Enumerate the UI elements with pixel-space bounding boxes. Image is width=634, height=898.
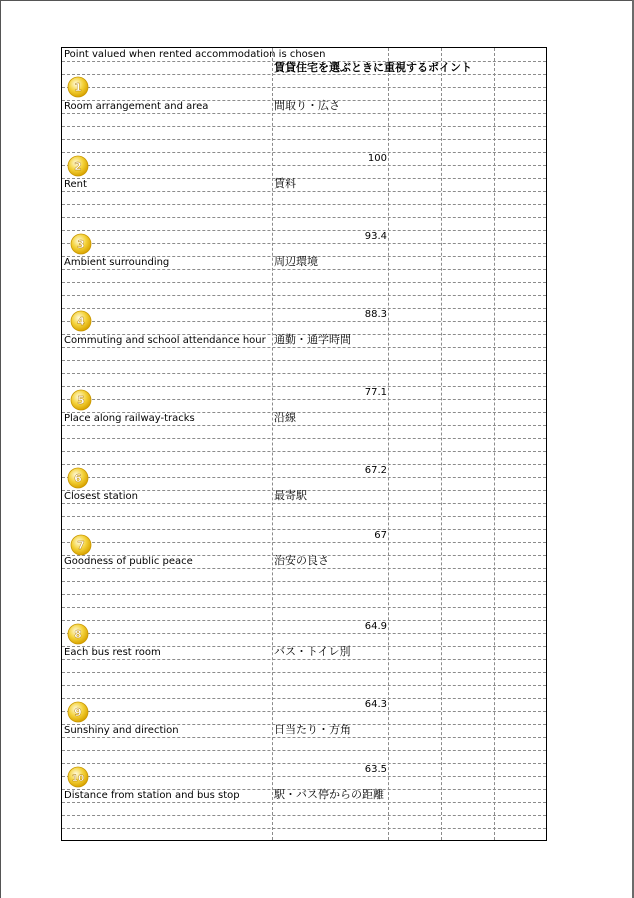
row-divider [62,243,546,244]
item-label-jp: 最寄駅 [274,489,307,502]
item-label-jp: 周辺環境 [274,255,318,268]
row-divider [62,178,546,179]
row-divider [62,503,546,504]
row-divider [62,568,546,569]
row-divider [62,282,546,283]
row-divider [62,737,546,738]
row-divider [62,581,546,582]
row-divider [62,516,546,517]
row-divider [62,191,546,192]
row-divider [62,139,546,140]
title-english: Point valued when rented accommodation is chosen [64,49,326,60]
title-japanese: 賃貸住宅を選ぶときに重視するポイント [274,61,472,74]
window-left-edge [0,0,1,898]
rank-badge-9 [67,701,89,723]
item-value: 67.2 [364,465,387,476]
rank-number: 5 [77,394,85,407]
row-divider [62,87,546,88]
item-label-jp: 駅・バス停からの距離 [274,788,384,801]
row-divider [62,542,546,543]
rank-badge-1 [67,76,89,98]
rank-badge-8 [67,623,89,645]
rank-number: 9 [74,706,82,719]
item-value: 67 [374,530,387,541]
row-divider [62,633,546,634]
item-value: 88.3 [364,309,387,320]
item-value: 64.3 [364,699,387,710]
row-divider [62,165,546,166]
item-label-jp: 通勤・通学時間 [274,333,351,346]
row-divider [62,321,546,322]
item-label-jp: 治安の良さ [274,554,329,567]
item-label-jp: 沿線 [274,411,296,424]
spreadsheet-print-page [61,47,547,841]
item-label-jp: 日当たり・方角 [274,723,351,736]
column-divider [441,48,442,840]
rank-number: 7 [77,539,85,552]
row-divider [62,113,546,114]
rank-circle-icon [70,389,92,411]
row-divider [62,360,546,361]
item-label-en: Sunshiny and direction [64,725,179,736]
rank-number: 3 [77,238,85,251]
row-divider [62,126,546,127]
row-divider [62,685,546,686]
item-value: 63.5 [364,764,387,775]
column-divider [272,48,273,840]
row-divider [62,672,546,673]
rank-badge-10 [67,766,89,788]
row-divider [62,295,546,296]
item-value: 64.9 [364,621,387,632]
rank-circle-icon [67,701,89,723]
row-divider [62,74,546,75]
row-divider [62,711,546,712]
rank-circle-icon [70,233,92,255]
rank-number: 4 [77,315,85,328]
rank-number: 8 [74,628,82,641]
row-divider [62,594,546,595]
row-divider [62,399,546,400]
row-divider [62,347,546,348]
row-divider [62,269,546,270]
row-divider [62,438,546,439]
column-divider [494,48,495,840]
rank-number: 6 [74,472,82,485]
item-label-jp: バス・トイレ別 [274,645,351,658]
row-divider [62,815,546,816]
window-top-edge [0,0,634,1]
item-label-en: Commuting and school attendance hour [64,335,266,346]
item-label-en: Distance from station and bus stop [64,790,240,801]
rank-badge-4 [70,310,92,332]
rank-circle-icon [67,76,89,98]
item-label-en: Ambient surrounding [64,257,170,268]
rank-number: 2 [74,160,82,173]
row-divider [62,659,546,660]
rank-badge-7 [70,534,92,556]
row-divider [62,477,546,478]
rank-circle-icon [67,623,89,645]
row-divider [62,425,546,426]
item-value: 93.4 [364,231,387,242]
item-label-jp: 賃料 [274,177,296,190]
row-divider [62,217,546,218]
item-label-en: Place along railway-tracks [64,413,195,424]
row-divider [62,776,546,777]
item-value: 77.1 [364,387,387,398]
rank-badge-6 [67,467,89,489]
rank-circle-icon [67,155,89,177]
rank-badge-5 [70,389,92,411]
item-label-en: Goodness of public peace [64,556,193,567]
item-label-en: Closest station [64,491,138,502]
item-label-en: Rent [64,179,87,190]
row-divider [62,828,546,829]
rank-badge-2 [67,155,89,177]
item-label-en: Each bus rest room [64,647,161,658]
item-value: 100 [367,153,387,164]
rank-number: 10 [71,774,85,784]
row-divider [62,750,546,751]
row-divider [62,204,546,205]
item-label-en: Room arrangement and area [64,101,209,112]
row-divider [62,607,546,608]
rank-circle-icon [70,534,92,556]
rank-circle-icon [70,310,92,332]
row-divider [62,373,546,374]
rank-number: 1 [74,81,82,94]
row-divider [62,802,546,803]
column-divider [388,48,389,840]
rank-circle-icon [67,467,89,489]
row-divider [62,451,546,452]
rank-circle-icon [67,766,89,788]
rank-badge-3 [70,233,92,255]
item-label-jp: 間取り・広さ [274,99,340,112]
